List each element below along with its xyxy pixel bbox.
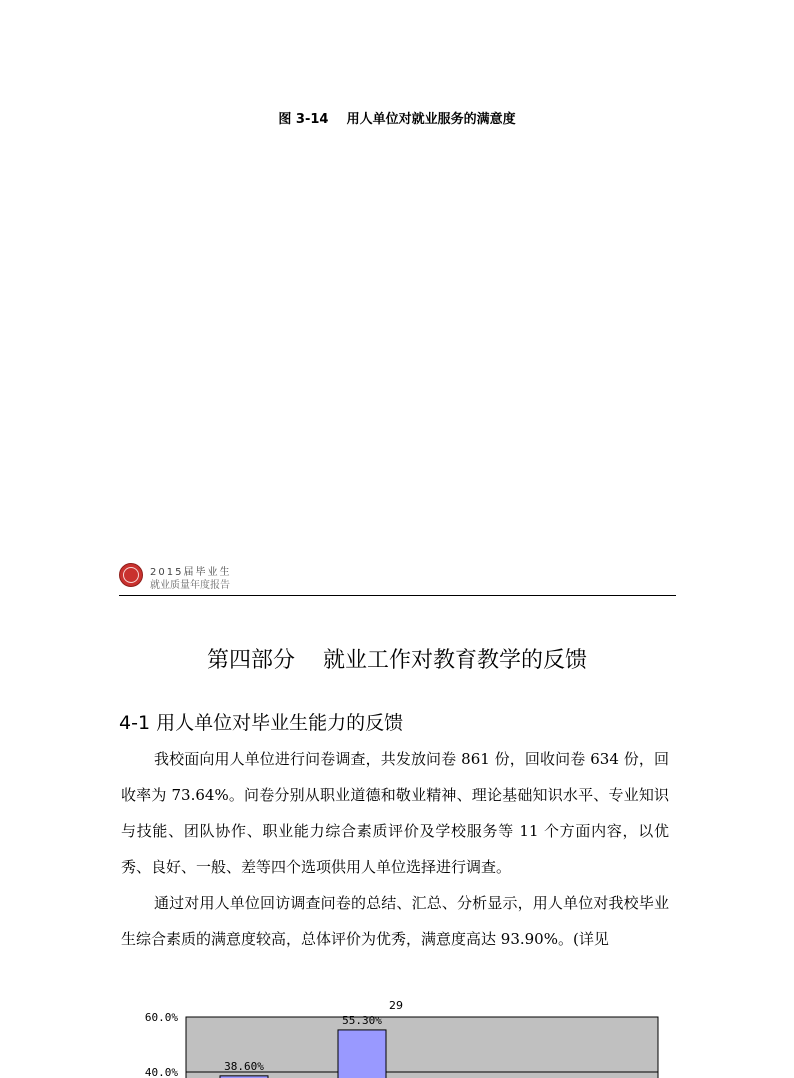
paragraph-survey: 我校面向用人单位进行问卷调查，共发放问卷 861 份，回收问卷 634 份，回收率为 73.64%。问卷分别从职业道德和敬业精神、理论基础知识水平、专业知识与技能、团队协作、职业能力综合素质评价及学校服务等 11 个方面内容，以优秀、良好、一般、差等四个选项供用人单位选择进行调查。	[121, 750, 669, 876]
y-tick-label: 40.0%	[144, 1066, 178, 1078]
y-tick-label: 60.0%	[144, 1011, 178, 1024]
figure-caption: 图 3-14 用人单位对就业服务的满意度	[278, 112, 516, 127]
bar-value-label: 55.30%	[342, 1013, 382, 1027]
bar	[338, 1030, 386, 1078]
satisfaction-bar-chart	[120, 995, 680, 1078]
part-title: 第四部分 就业工作对教育教学的反馈	[207, 648, 587, 673]
report-brand-title: 就业质量年度报告	[150, 580, 230, 591]
school-logo	[119, 563, 143, 587]
section-title: 4-1 用人单位对毕业生能力的反馈	[119, 712, 404, 734]
header-divider	[119, 595, 676, 596]
logo-ring	[123, 567, 139, 583]
paragraph-satisfaction: 通过对用人单位回访调查问卷的总结、汇总、分析显示，用人单位对我校毕业生综合素质的满意度较高，总体评价为优秀，满意度高达 93.90%。(详见	[121, 894, 669, 948]
chart-annotation: 29	[389, 999, 403, 1012]
bar-value-label: 38.60%	[224, 1059, 264, 1073]
report-brand-year: 2015届毕业生	[150, 567, 232, 578]
